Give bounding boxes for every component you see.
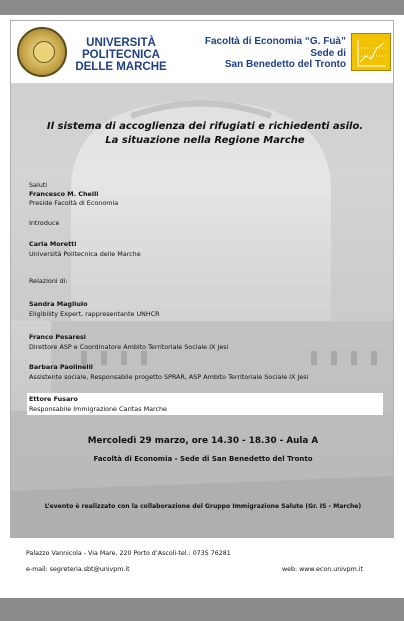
event-venue: Facoltà di Economia - Sede di San Benedetto del Tronto <box>93 455 313 463</box>
speaker-pesaresi-role: Direttore ASP e Coordinatore Ambito Territoriale Sociale IX Jesi <box>29 343 229 351</box>
speaker-paolinelli-name: Barbara Paolinelli <box>29 363 93 371</box>
university-seal-icon <box>17 27 67 77</box>
event-collaboration-note: L’evento è realizzato con la collaborazione del Gruppo Immigrazione Salute (Gr. IS - Marche) <box>44 503 362 510</box>
speaker-paolinelli-role: Assistente sociale, Responsabile progetto SPRAR, ASP Ambito Territoriale Sociale IX Jesi <box>29 373 309 381</box>
footer-website: web: www.econ.univpm.it <box>282 566 364 573</box>
speaker-pesaresi-name: Franco Pesaresi <box>29 333 86 341</box>
faculty-name: Facoltà di Economia “G. Fuà” Sede di San Benedetto del Tronto <box>204 36 346 70</box>
bottom-gray-band <box>0 598 404 621</box>
university-name: UNIVERSITÀ POLITECNICA DELLE MARCHE <box>75 37 167 73</box>
event-poster <box>10 20 394 538</box>
event-title: Il sistema di accoglienza dei rifugiati e richiedenti asilo. La situazione nella Regione Marche <box>46 121 364 146</box>
footer-contacts-bar <box>24 563 384 579</box>
speaker-fusaro-name: Ettore Fusaro <box>29 395 78 403</box>
speaker-magliulo-name: Sandra Magliulo <box>29 300 88 308</box>
footer-address: Palazzo Vannicola - Via Mare, 220 Porto d’Ascoli-tel.: 0735 76281 <box>26 550 231 557</box>
poster-header <box>11 21 394 83</box>
introduce-heading: Introduce <box>29 219 60 227</box>
event-datetime: Mercoledì 29 marzo, ore 14.30 - 18.30 - Aula A <box>87 436 319 446</box>
speaker-chelli-name: Francesco M. Chelli <box>29 190 99 198</box>
speaker-fusaro-role: Responsabile Immigrazione Caritas Marche <box>29 405 167 413</box>
speaker-moretti-role: Università Politecnica delle Marche <box>29 250 141 258</box>
faculty-chart-logo-icon <box>351 33 391 71</box>
speaker-moretti-name: Carla Moretti <box>29 240 77 248</box>
saluti-heading: Saluti <box>29 181 48 189</box>
footer-email: e-mail: segreteria.sbt@univpm.it <box>26 566 130 573</box>
footer-address-bar <box>24 547 384 563</box>
speaker-magliulo-role: Eligibility Expert, rappresentante UNHCR <box>29 310 160 318</box>
relazioni-heading: Relazioni di: <box>29 277 68 285</box>
speaker-chelli-role: Preside Facoltà di Economia <box>29 199 119 207</box>
top-gray-band <box>0 0 404 15</box>
